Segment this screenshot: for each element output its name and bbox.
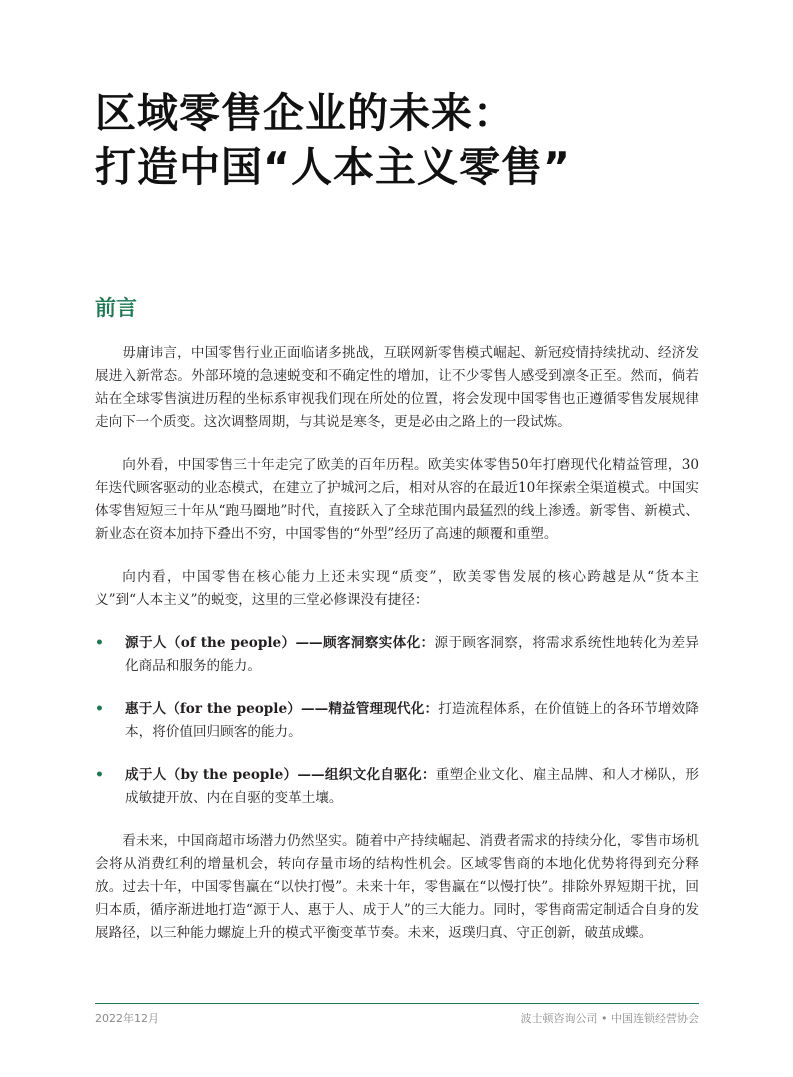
bullet-dot-icon: •	[95, 767, 104, 783]
page-title-line-1: 区域零售企业的未来：	[95, 89, 515, 137]
footer-publishers: 波士顿咨询公司 • 中国连锁经营协会	[520, 1012, 699, 1025]
paragraph-2: 向外看，中国零售三十年走完了欧美的百年历程。欧美实体零售50年打磨现代化精益管理，30年迭代顾客驱动的业态模式，在建立了护城河之后，相对从容的在最近10年探索全渠道模式。中国实体零售短短三十年从“跑马圈地”时代，直接跃入了全球范围内最猛烈的线上渗透。新零售、新模式、新业态在资本加持下叠出不穷，中国零售的“外型”经历了高速的颠覆和重塑。	[95, 457, 699, 542]
footer-date: 2022年12月	[95, 1012, 159, 1025]
bullet-item	[95, 632, 699, 678]
paragraph-3: 向内看，中国零售在核心能力上还未实现“质变”，欧美零售发展的核心跨越是从“货本主义”到“人本主义”的蜕变，这里的三堂必修课没有捷径：	[95, 569, 699, 608]
bullet-text: 重塑企业文化、雇主品牌、和人才梯队，形成敏捷开放、内在自驱的变革土壤。	[125, 767, 700, 806]
page-title	[95, 86, 735, 194]
section-heading: 前言	[95, 296, 137, 320]
paragraph-1: 毋庸讳言，中国零售行业正面临诸多挑战，互联网新零售模式崛起、新冠疫情持续扰动、经济发展进入新常态。外部环境的急速蜕变和不确定性的增加，让不少零售人感受到凛冬正至。然而，倘若站在全球零售演进历程的坐标系审视我们现在所处的位置，将会发现中国零售也正遵循零售发展规律走向下一个质变。这次调整周期，与其说是寒冬，更是必由之路上的一段试炼。	[95, 345, 699, 430]
closing-paragraph: 看未来，中国商超市场潜力仍然坚实。随着中产持续崛起、消费者需求的持续分化，零售市场机会将从消费红利的增量机会，转向存量市场的结构性机会。区域零售商的本地化优势将得到充分释放。过去十年，中国零售赢在“以快打慢”。未来十年，零售赢在“以慢打快”。排除外界短期干扰，回归本质，循序渐进地打造“源于人、惠于人、成于人”的三大能力。同时，零售商需定制适合自身的发展路径，以三种能力螺旋上升的模式平衡变革节奏。未来，返璞归真、守正创新，破茧成蝶。	[95, 833, 699, 941]
bullet-lead: 惠于人（for the people）——精益管理现代化：	[125, 701, 439, 717]
bullet-text: 源于顾客洞察，将需求系统性地转化为差异化商品和服务的能力。	[125, 635, 700, 674]
footer-divider	[95, 1003, 699, 1004]
body-text	[95, 342, 699, 965]
bullet-lead: 成于人（by the people）——组织文化自驱化：	[125, 767, 436, 783]
page-title-line-2: 打造中国“人本主义零售”	[95, 143, 571, 191]
bullet-dot-icon: •	[95, 635, 104, 651]
bullet-item	[95, 764, 699, 810]
bullet-dot-icon: •	[95, 701, 104, 717]
bullet-lead: 源于人（of the people）——顾客洞察实体化：	[125, 635, 435, 651]
bullet-item	[95, 698, 699, 744]
bullet-text: 打造流程体系，在价值链上的各环节增效降本，将价值回归顾客的能力。	[125, 701, 699, 740]
bullet-list	[95, 632, 699, 810]
